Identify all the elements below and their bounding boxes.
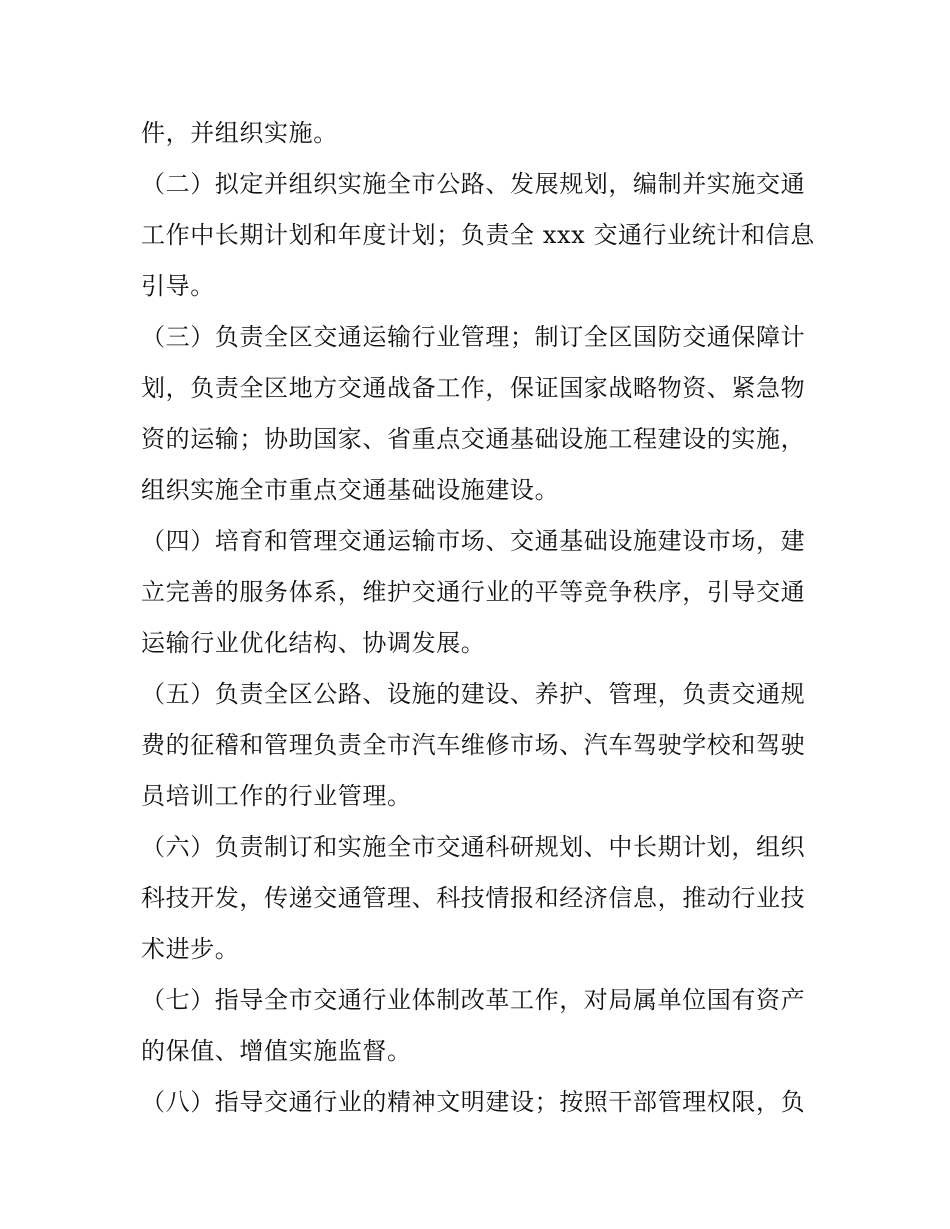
document-body [141, 108, 816, 1128]
text-line: 工作中长期计划和年度计划；负责全 xxx 交通行业统计和信息 [141, 221, 815, 249]
text-line: 员培训工作的行业管理。 [141, 782, 412, 810]
text-line: 引导。 [141, 272, 215, 300]
text-line: （七）指导全市交通行业体制改革工作，对局属单位国有资产 [141, 986, 806, 1014]
text-line: 立完善的服务体系，维护交通行业的平等竞争秩序，引导交通 [141, 578, 806, 606]
text-line: 的保值、增值实施监督。 [141, 1037, 412, 1065]
text-line: 运输行业优化结构、协调发展。 [141, 629, 486, 657]
text-line: （二）拟定并组织实施全市公路、发展规划，编制并实施交通 [141, 170, 806, 198]
text-line: 费的征稽和管理负责全市汽车维修市场、汽车驾驶学校和驾驶 [141, 731, 806, 759]
text-line: 组织实施全市重点交通基础设施建设。 [141, 476, 560, 504]
text-line: 资的运输；协助国家、省重点交通基础设施工程建设的实施， [141, 425, 806, 453]
text-line: 科技开发，传递交通管理、科技情报和经济信息，推动行业技 [141, 884, 806, 912]
text-line: （八）指导交通行业的精神文明建设；按照干部管理权限，负 [141, 1088, 806, 1116]
text-line: 划，负责全区地方交通战备工作，保证国家战略物资、紧急物 [141, 374, 806, 402]
text-line: （三）负责全区交通运输行业管理；制订全区国防交通保障计 [141, 323, 806, 351]
text-line: （六）负责制订和实施全市交通科研规划、中长期计划，组织 [141, 833, 806, 861]
text-line: （五）负责全区公路、设施的建设、养护、管理，负责交通规 [141, 680, 806, 708]
text-line: （四）培育和管理交通运输市场、交通基础设施建设市场，建 [141, 527, 806, 555]
text-line: 术进步。 [141, 935, 240, 963]
text-line: 件，并组织实施。 [141, 119, 338, 147]
